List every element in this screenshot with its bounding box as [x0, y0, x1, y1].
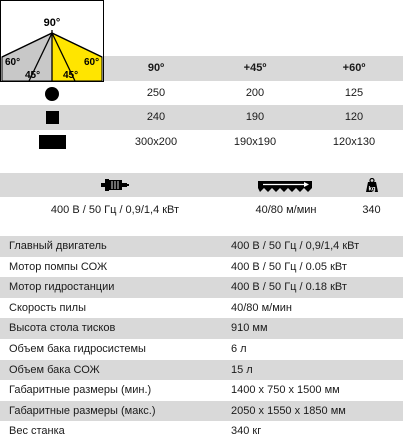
spec-value: 15 л — [231, 363, 253, 376]
capacity-cell: 200 — [245, 87, 265, 99]
spec-row — [0, 360, 403, 381]
angle-label-45-right: 45° — [63, 70, 79, 81]
capacity-cell: 190 — [245, 111, 265, 123]
specifications-table — [0, 236, 403, 442]
square-icon — [46, 111, 59, 124]
key-spec-motor-value: 400 В / 50 Гц / 0,9/1,4 кВт — [50, 204, 180, 216]
angle-label-45-left: 45° — [25, 70, 41, 81]
spec-label: Главный двигатель — [9, 240, 107, 252]
spec-row — [0, 318, 403, 339]
spec-label: Вес станка — [9, 425, 65, 438]
spec-value: 2050 х 1550 х 1850 мм — [231, 404, 346, 417]
angle-label-60-right: 60° — [84, 57, 100, 68]
spec-value: 1400 х 750 х 1500 мм — [231, 384, 340, 397]
capacity-row-rectangle — [0, 130, 403, 155]
spec-label: Скорость пилы — [9, 301, 86, 314]
angle-label-90: 90° — [43, 17, 61, 29]
spec-label: Объем бака гидросистемы — [9, 342, 146, 355]
key-specs-icon-row — [0, 173, 403, 197]
spec-row — [0, 401, 403, 422]
miter-angle-diagram — [0, 0, 104, 82]
spec-row — [0, 298, 403, 319]
capacity-cell: 120x130 — [332, 136, 376, 148]
spec-label: Высота стола тисков — [9, 322, 116, 335]
column-header-plus60: +60º — [342, 62, 366, 74]
key-spec-speed-value: 40/80 м/мин — [255, 204, 317, 216]
motor-icon — [101, 178, 129, 192]
spec-value: 340 кг — [231, 425, 262, 438]
capacity-cell: 300x200 — [134, 136, 178, 148]
spec-row — [0, 257, 403, 278]
capacity-row-square — [0, 105, 403, 130]
spec-value: 6 л — [231, 342, 247, 355]
spec-row — [0, 421, 403, 442]
spec-value: 400 В / 50 Гц / 0.05 кВт — [231, 260, 347, 273]
spec-value: 910 мм — [231, 322, 268, 335]
spec-value: 400 В / 50 Гц / 0,9/1,4 кВт — [231, 240, 360, 252]
circle-icon — [45, 87, 59, 101]
spec-value: 40/80 м/мин — [231, 301, 292, 314]
spec-row — [0, 339, 403, 360]
column-header-plus45: +45º — [243, 62, 267, 74]
saw-blade-icon — [258, 178, 312, 192]
capacity-cell: 120 — [344, 111, 364, 123]
spec-label: Объем бака СОЖ — [9, 363, 100, 376]
spec-row — [0, 236, 403, 257]
capacity-cell: 190x190 — [233, 136, 277, 148]
key-spec-weight-value: 340 — [362, 204, 381, 216]
spec-row — [0, 380, 403, 401]
column-header-90: 90º — [147, 62, 165, 74]
spec-label: Габаритные размеры (макс.) — [9, 404, 156, 417]
rectangle-icon — [39, 135, 66, 149]
angle-label-60-left: 60° — [5, 57, 21, 68]
spec-value: 400 В / 50 Гц / 0.18 кВт — [231, 281, 347, 294]
svg-text:kg: kg — [367, 186, 376, 192]
capacity-cell: 125 — [344, 87, 364, 99]
capacity-cell: 250 — [146, 87, 166, 99]
capacity-cell: 240 — [146, 111, 166, 123]
weight-kg-icon — [366, 178, 378, 192]
capacity-row-round — [0, 81, 403, 106]
spec-row — [0, 277, 403, 298]
spec-label: Мотор помпы СОЖ — [9, 260, 108, 273]
spec-label: Габаритные размеры (мин.) — [9, 384, 152, 397]
key-specs-value-row — [0, 198, 403, 223]
spec-label: Мотор гидростанции — [9, 281, 115, 294]
